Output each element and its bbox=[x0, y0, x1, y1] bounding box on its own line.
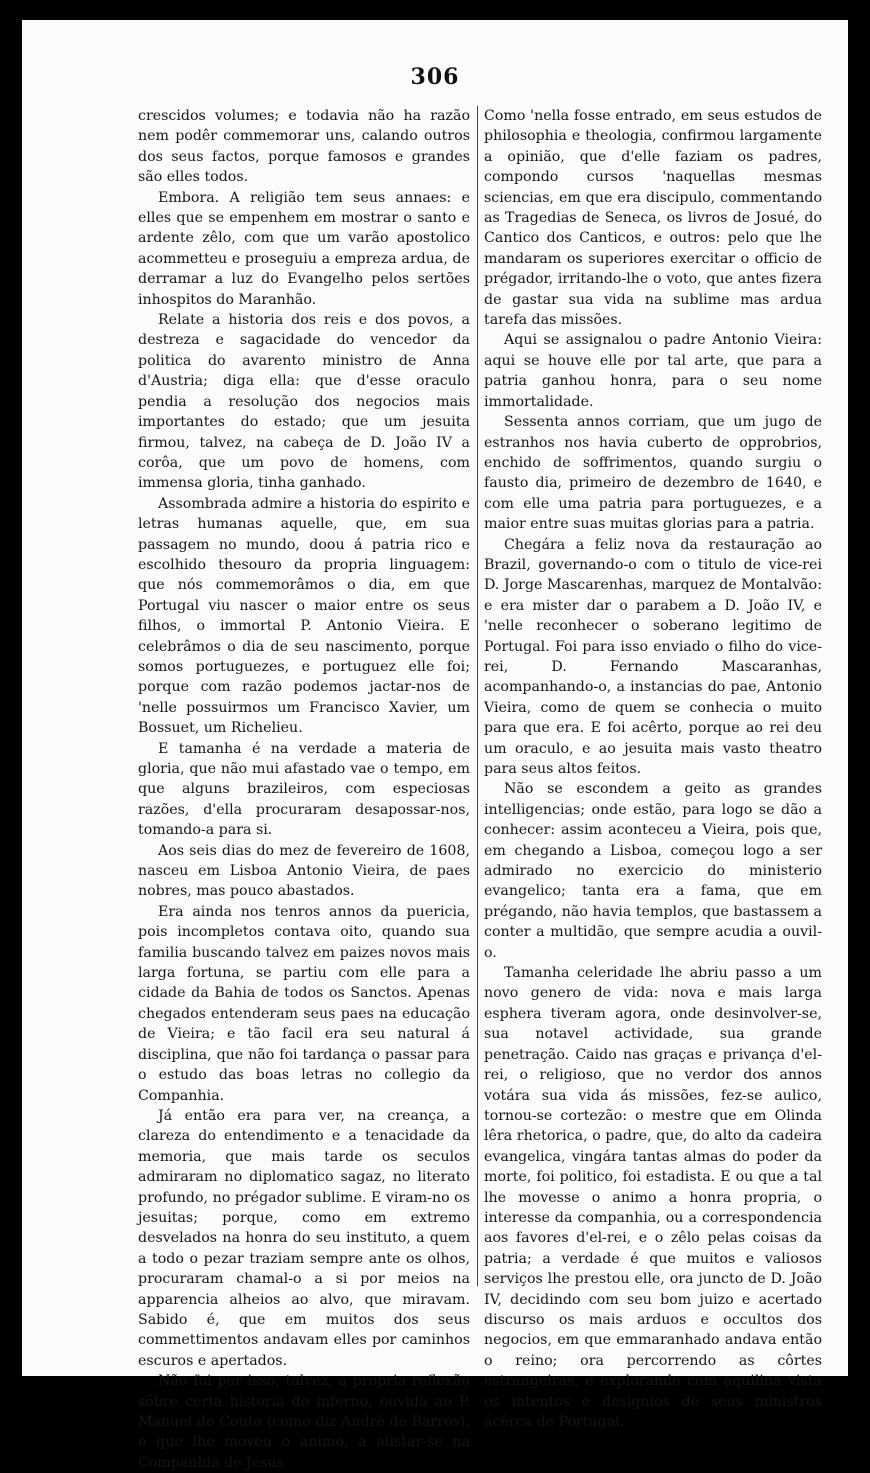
paragraph: Embora. A religião tem seus annaes: e elles que se empenhem em mostrar o santo e ardente zêlo, com que um varão apostolico acommetteu e proseguiu a empreza ardua, de derramar a luz do Evangelho pelos sertões inhospitos do Maranhão. bbox=[138, 189, 470, 308]
book-page bbox=[22, 20, 848, 1471]
paragraph: Não foi por isso, talvez, a propria reflexão sôbre certa historia do inferno, ouvida ao P. Manuel do Couto (como diz André de Barros), o que lhe moveu o animo, a alistar-se na Companhia de Jesus. bbox=[138, 1373, 470, 1471]
paragraph: Aos seis dias do mez de fevereiro de 1608, nasceu em Lisboa Antonio Vieira, de paes nobres, mas pouco abastados. bbox=[138, 842, 470, 900]
paragraph: Chegára a feliz nova da restauração ao Brazil, governando-o com o titulo de vice-rei D. Jorge Mascarenhas, marquez de Montalvão: e era mister dar o parabem a D. João IV, e 'nelle reconhecer o soberano legitimo de Portugal. Foi para isso enviado o filho do vice-rei, D. Fernando Mascaranhas, acompanhando-o, a instancias do pae, Antonio Vieira, como de quem se conhecia o muito para que era. E foi acêrto, porque ao rei deu um oraculo, e ao jesuita mais vasto theatro para seus altos feitos. bbox=[484, 536, 822, 777]
paragraph: Como 'nella fosse entrado, em seus estudos de philosophia e theologia, confirmou largamente a opinião, que d'elle faziam os padres, compondo cursos 'naquellas mesmas sciencias, em que era discipulo, commentando as Tragedias de Seneca, os livros de Josué, do Cantico dos Canticos, e outros: pelo que lhe mandaram os superiores exercitar o officio de prégador, irritando-lhe o voto, que antes fizera de gastar sua vida na sublime mas ardua tarefa das missões. bbox=[484, 108, 822, 329]
paragraph: Não se escondem a geito as grandes intelligencias; onde estão, para logo se dão a conhecer: assim aconteceu a Vieira, pois que, em chegando a Lisboa, começou logo a ser admirado no exercicio do ministerio evangelico; tanta era a fama, que em prégando, não havia templos, que bastassem a conter a multidão, que sempre acudia a ouvil-o. bbox=[484, 781, 822, 961]
right-column bbox=[484, 106, 822, 1432]
page-number: 306 bbox=[410, 64, 460, 90]
paragraph: Assombrada admire a historia do espirito e letras humanas aquelle, que, em sua passagem no mundo, doou á patria rico e escolhido thesouro da propria linguagem: que nós commemorâmos o dia, em que Portugal viu nascer o maior entre os seus filhos, o immortal P. Antonio Vieira. E celebrâmos o dia de seu nascimento, porque somos portuguezes, e portuguez elle foi; porque com razão podemos jactar-nos de 'nelle possuirmos um Francisco Xavier, um Bossuet, um Richelieu. bbox=[138, 495, 470, 737]
paragraph: Já então era para ver, na creança, a clareza do entendimento e a tenacidade da memoria, que mais tarde os seculos admiraram no diplomatico sagaz, no literato profundo, no prégador sublime. E viram-no os jesuitas; porque, como em extremo desvelados na honra do seu instituto, a quem a todo o pezar traziam sempre ante os olhos, procuraram chamal-o a si por meios na apparencia alheios ao alvo, que miravam. Sabido é, que em muitos dos seus commettimentos andavam elles por caminhos escuros e apertados. bbox=[138, 1107, 470, 1369]
paragraph: Tamanha celeridade lhe abriu passo a um novo genero de vida: nova e mais larga esphera tiveram agora, onde desinvolver-se, sua notavel actividade, sua grande penetração. Caido nas graças e privança d'el-rei, o religioso, que no verdor dos annos votára sua vida ás missões, fez-se aulico, tornou-se cortezão: o mestre que em Olinda lêra rhetorica, o padre, que, do alto da cadeira evangelica, vingára tantas almas do poder da morte, foi politico, foi estadista. E ou que a tal lhe movesse o animo a honra propria, o interesse da companhia, ou a correspondencia aos favores d'el-rei, e o zêlo pelas coisas da patria; a verdade é que muitos e valiosos serviços lhe prestou elle, ora juncto de D. João IV, decidindo com seu bom juizo e acertado discurso os mais arduos e occultos dos negocios, em que emmaranhado andava então o reino; ora percorrendo as côrtes estrangeiras, e explorando com aquilina vista os intentos e designios de seus ministros ácêrca de Portugal. bbox=[484, 965, 822, 1430]
paragraph: crescidos volumes; e todavia não ha razão nem podêr commemorar uns, calando outros dos seus factos, porque famosos e grandes são elles todos. bbox=[138, 108, 470, 186]
left-column bbox=[138, 106, 470, 1473]
paragraph: Sessenta annos corriam, que um jugo de estranhos nos havia cuberto de opprobrios, enchido de soffrimentos, quando surgiu o fausto dia, primeiro de dezembro de 1640, e com elle uma patria para portuguezes, e a maior entre suas muitas glorias para a patria. bbox=[484, 414, 822, 533]
column-divider bbox=[477, 106, 478, 1286]
paragraph: Aqui se assignalou o padre Antonio Vieira: aqui se houve elle por tal arte, que para a patria ganhou honra, para o seu nome immortalidade. bbox=[484, 332, 822, 410]
paragraph: Era ainda nos tenros annos da puericia, pois incompletos contava oito, quando sua familia buscando talvez em paizes novos mais larga fortuna, se partiu com elle para a cidade da Bahia de todos os Sanctos. Apenas chegados entenderam seus paes na educação de Vieira; e tão facil era seu natural á disciplina, que não foi tardança o passar para o estudo das boas letras no collegio da Companhia. bbox=[138, 903, 470, 1104]
paragraph: E tamanha é na verdade a materia de gloria, que não mui afastado vae o tempo, em que alguns brazileiros, com especiosas razões, d'ella procuraram desapossar-nos, tomando-a para si. bbox=[138, 740, 470, 839]
paragraph: Relate a historia dos reis e dos povos, a destreza e sagacidade do vencedor da politica do avarento ministro de Anna d'Austria; diga ella: que d'esse oraculo pendia a resolução dos negocios mais importantes do estado; que um jesuita firmou, talvez, na cabeça de D. João IV a corôa, que um povo de homens, com immensa gloria, tinha ganhado. bbox=[138, 312, 470, 492]
